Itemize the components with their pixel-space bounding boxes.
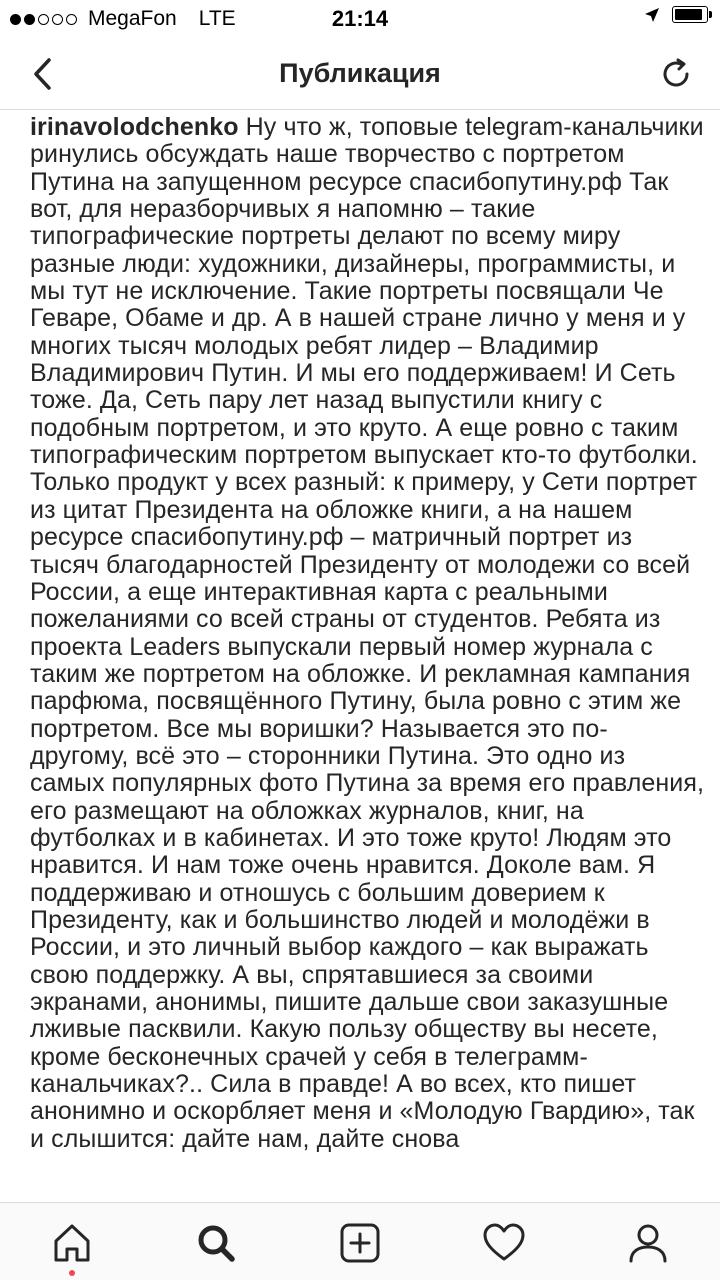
add-post-icon (336, 1219, 384, 1267)
tab-home[interactable] (48, 1219, 96, 1267)
battery-icon (672, 6, 708, 23)
tab-activity[interactable] (480, 1219, 528, 1267)
status-right (644, 6, 708, 23)
post-caption (30, 114, 705, 1153)
tab-search[interactable] (192, 1219, 240, 1267)
carrier-name: MegaFon (88, 7, 177, 30)
navigation-bar (0, 38, 720, 110)
status-time: 21:14 (331, 6, 389, 31)
search-icon (192, 1219, 240, 1267)
post-username-link[interactable]: irinavolodchenko (30, 113, 239, 141)
network-type: LTE (198, 7, 236, 30)
notification-dot (69, 1270, 75, 1276)
refresh-button[interactable] (654, 52, 698, 96)
page-title: Публикация (279, 58, 441, 88)
status-bar (0, 0, 720, 38)
profile-icon (624, 1219, 672, 1267)
post-caption-text: Ну что ж, топовые telegram-канальчики ринулись обсуждать наше творчество с портретом Путина на запущенном ресурсе спасибопутину.рф Так вот, для неразборчивых я напомню – такие типографические портреты делают по всему миру разные люди: художники, дизайнеры, программисты, и мы тут не исключение. Такие портреты посвящали Че Геваре, Обаме и др. А в нашей стране лично у меня и у многих тысяч молодых ребят лидер – Владимир Владимирович Путин. И мы его поддерживаем! И Сеть тоже. Да, Сеть пару лет назад выпустили книгу с подобным портретом, и это круто. А еще ровно с таким типографическим портретом выпускает кто-то футболки. Только продукт у всех разный: к примеру, у Сети портрет из цитат Президента на обложке книги, а на нашем ресурсе спасибопутину.рф – матричный портрет из тысяч благодарностей Президенту от молодежи со всей России, а еще интерактивная карта с реальными пожеланиями со всей страны от студентов. Ребята из проекта Leaders выпускали первый номер журнала с таким же портретом на обложке. И рекламная кампания парфюма, посвящённого Путину, была ровно с этим же портретом. Все мы воришки? Называется это по-другому, всё это – сторонники Путина. Это одно из самых популярных фото Путина за время его правления, его размещают на обложках журналов, книг, на футболках и в кабинетах. И это тоже круто! Людям это нравится. И нам тоже очень нравится. Доколе вам. Я поддерживаю и отношусь с большим доверием к Президенту, как и большинство людей и молодёжи в России, и это личный выбор каждого – как выражать свою поддержку. А вы, спрятавшиеся за своими экранами, анонимы, пишите дальше свои заказушные лживые пасквили. Какую пользу обществу вы несете, кроме бесконечных срачей у себя в телеграмм-канальчиках?.. Сила в правде! А во всех, кто пишет анонимно и оскорбляет меня и «Молодую Гвардию», так и слышится: дайте нам, дайте снова (30, 113, 705, 1153)
tab-add-post[interactable] (336, 1219, 384, 1267)
tab-profile[interactable] (624, 1219, 672, 1267)
location-arrow-icon (644, 7, 660, 23)
tab-bar (0, 1202, 720, 1280)
heart-icon (480, 1219, 528, 1267)
home-icon (48, 1219, 96, 1267)
refresh-icon (654, 52, 698, 96)
battery-level (675, 9, 702, 20)
